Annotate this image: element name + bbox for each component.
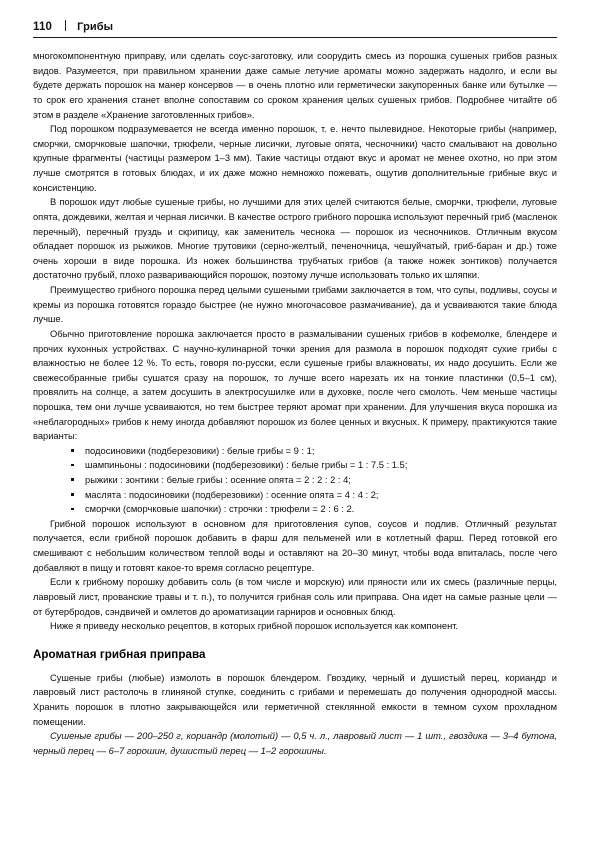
list-item-label: сморчки (сморчковые шапочки) : строчки : трюфели = 2 : 6 : 2. [85,504,355,515]
spacer [33,634,557,647]
running-head-title: Грибы [77,21,114,33]
mushroom-ratio-list [33,444,557,517]
bullet-icon [71,449,74,452]
paragraph: Если к грибному порошку добавить соль (в том числе и морскую) или пряности или их смесь (различные перцы, лавровый лист, прованские травы и т. п.), то получится грибная соль или приправа. Она идет на самые разные цели — от бутербродов, сэндвичей и омлетов до ароматизации гарниров и основных блюд. [33,577,557,617]
bullet-icon [71,464,74,467]
running-head-rule [33,37,557,38]
page-content [33,49,557,759]
list-item-label: рыжики : зонтики : белые грибы : осенние опята = 2 : 2 : 2 : 4; [85,475,351,486]
list-item-label: маслята : подосиновики (подберезовики) : осенние опята = 4 : 4 : 2; [85,489,379,500]
paragraph: В порошок идут любые сушеные грибы, но лучшими для этих целей считаются белые, сморчки, трюфели, луговые опята, дождевики, желтая и черная лисички. В качестве острого грибного порошка используют перечный гриб (масленок перечный), перечный груздь и скрипицу, как заменитель чеснока — порошок из чесночников. Отличным вкусом обладает порошок из рыжиков. Многие трутовики (серно-желтый, печеночница, чешуйчатый, гриб-баран и др.) тоже очень хороши в виде порошка. Из ножек большинства трубчатых грибов (а также ножек зонтиков) получается достаточно грубый, плохо разваривающийся порошок, поэтому лучше использовать только их шляпки. [33,197,557,281]
list-item [33,473,557,488]
paragraph: Под порошком подразумевается не всегда именно порошок, т. е. нечто пылевидное. Некоторые грибы (например, сморчки, сморчковые шапочки, трюфели, черные лисички, луговые опята, чесночники) часто смалывают на довольно крупные фрагменты (частицы размером 1–3 мм). Такие частицы отдают вкус и аромат не менее охотно, но при этом лучше смотрятся в готовых блюдах, и их даже можно немножко пожевать, ощутив дополнительные грибные вкус и консистенцию. [33,124,557,193]
paragraph: Обычно приготовление порошка заключается просто в размалывании сушеных грибов в кофемолке, блендере и прочих кухонных устройствах. С научно-кулинарной точки зрения для размола в порошок подходят сухие грибы с влажностью не более 12 %. То есть, говоря по-русски, если сушеные грибы влажноваты, их надо досушить. Если же свежесобранные грибы сушатся сразу на порошок, то лучше всего нарезать их на тонкие пластинки (0,5–1 см), провялить на солнце, а затем досушить в электросушилке или в духовке, после чего смолоть. Чем меньше частицы порошка, тем они лучше усваиваются, но тем быстрее теряют аромат при хранении. Для улучшения вкуса порошка из «неблагородных» грибов к нему иногда добавляют порошок из более ценных и вкусных. К примеру, практикуются такие варианты: [33,328,557,442]
list-item-label: шампиньоны : подосиновики (подберезовики) : белые грибы = 1 : 7.5 : 1.5; [85,460,408,471]
bullet-icon [71,478,74,481]
list-item [33,488,557,503]
page-number: 110 [33,21,53,33]
list-item [33,502,557,517]
bullet-icon [71,493,74,496]
recipe-ingredients: Сушеные грибы — 200–250 г, кориандр (молотый) — 0,5 ч. л., лавровый лист — 1 шт., гвоздика — 3–4 бутона, черный перец — 6–7 горошин, душистый перец — 1–2 горошины. [33,731,557,756]
paragraph: Ниже я приведу несколько рецептов, в которых грибной порошок используется как компонент. [50,621,459,632]
running-head-divider [65,20,66,31]
spacer [33,662,557,671]
list-item [33,444,557,459]
running-head [33,19,557,34]
paragraph-continued: многокомпонентную приправу, или сделать соус-заготовку, или соорудить смесь из порошка сушеных грибов разных видов. Разумеется, при правильном хранении даже самые летучие ароматы можно задержать надолго, и если вы будете держать порошок на манер консервов — в очень плотно или герметически закупоренных банке или бутылке — то срок его хранения станет вполне сопоставим со сроком хранения целых сушеных грибов. Подробнее читайте об этом в разделе «Хранение заготовленных грибов». [33,51,557,120]
bullet-icon [71,508,74,511]
recipe-method: Сушеные грибы (любые) измолоть в порошок блендером. Гвоздику, черный и душистый перец, кориандр и лавровый лист растолочь в глиняной ступке, соединить с грибами и перемешать до получения однородной массы. Хранить порошок в плотно закрывающейся или герметичной стеклянной емкости в темном сухом прохладном помещении. [33,672,557,727]
list-item-label: подосиновики (подберезовики) : белые грибы = 9 : 1; [85,445,315,456]
paragraph: Преимущество грибного порошка перед целыми сушеными грибами заключается в том, что супы, подливы, соусы и кремы из порошка готовятся гораздо быстрее (не нужно многочасовое размачивание), да и усваиваются такие блюда лучше. [33,285,557,325]
recipe-heading: Ароматная грибная приправа [33,647,206,661]
list-item [33,458,557,473]
paragraph: Грибной порошок используют в основном для приготовления супов, соусов и подлив. Отличный результат получается, если грибной порошок добавить в фарш для пельменей или в котлетный фарш. Перед готовкой его смешивают с небольшим количеством теплой воды и оставляют на 20–30 минут, чтобы вода впиталась, после чего добавляют в пищу и готовят какое-то время согласно рецептуре. [33,518,557,573]
